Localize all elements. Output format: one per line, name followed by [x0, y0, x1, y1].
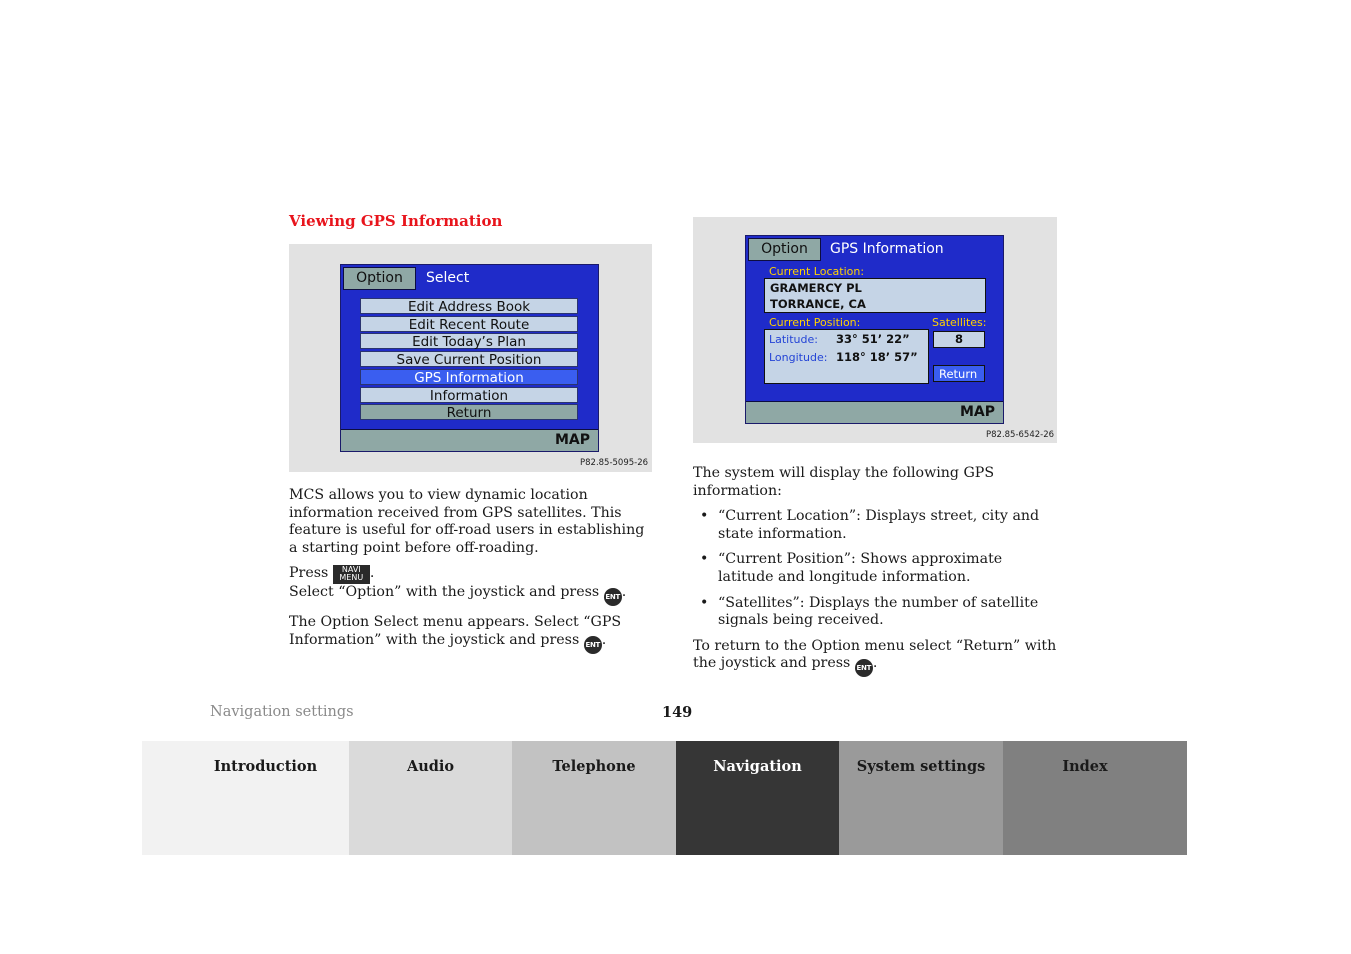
press-text: Press — [289, 565, 329, 582]
list-item: • “Current Location”: Displays street, city and state information. — [693, 508, 1059, 543]
current-location-field — [764, 278, 986, 313]
longitude-label: Longitude: — [769, 351, 828, 364]
tab-navigation[interactable]: Navigation — [676, 741, 839, 855]
menu-item-gps-information[interactable]: GPS Information — [360, 369, 578, 385]
figure-code: P82.85-6542-26 — [986, 430, 1055, 440]
gps-info-list — [693, 508, 1059, 630]
list-item: • “Satellites”: Displays the number of satellite signals being received. — [693, 595, 1059, 630]
ent-key-icon: ENT — [584, 636, 602, 654]
menu-item-edit-address-book[interactable]: Edit Address Book — [360, 298, 578, 314]
right-column-text — [693, 465, 1059, 685]
chapter-tabs — [142, 741, 1187, 855]
display-intro: The system will display the following GPS information: — [693, 465, 995, 499]
longitude-value: 118° 18’ 57” — [836, 350, 918, 364]
menu-paragraph: The Option Select menu appears. Select “GPS Information” with the joystick and press ENT . — [289, 614, 657, 654]
figure-gps-information — [693, 217, 1057, 443]
tab-system-settings[interactable]: System settings — [839, 741, 1003, 855]
satellites-label: Satellites: — [932, 316, 987, 329]
menu-item-edit-todays-plan[interactable]: Edit Today’s Plan — [360, 333, 578, 349]
latitude-label: Latitude: — [769, 333, 818, 346]
figure-code: P82.85-5095-26 — [580, 458, 649, 468]
screen-option-select — [340, 264, 599, 452]
location-street: GRAMERCY PL — [770, 281, 862, 295]
satellites-value: 8 — [955, 332, 964, 346]
option-tab[interactable]: Option — [343, 267, 416, 290]
section-title: Viewing GPS Information — [289, 212, 503, 230]
menu-item-edit-recent-route[interactable]: Edit Recent Route — [360, 316, 578, 332]
instruction-paragraph: Press NAVI MENU . Select “Option” with the joystick and press ENT . — [289, 565, 657, 606]
ent-key-icon: ENT — [604, 588, 622, 606]
screen-title: GPS Information — [830, 241, 944, 257]
menu-item-save-current-position[interactable]: Save Current Position — [360, 351, 578, 367]
option-menu — [360, 298, 580, 423]
return-button-label: Return — [939, 367, 978, 381]
intro-paragraph: MCS allows you to view dynamic location information received from GPS satellites. This feature is useful for off-road users in establishing a starting point before off-roading. — [289, 487, 645, 556]
figure-option-select — [289, 244, 652, 472]
map-bar — [341, 429, 598, 451]
return-paragraph: To return to the Option menu select “Return” with the joystick and press ENT . — [693, 638, 1059, 678]
return-text: To return to the Option menu select “Return” with the joystick and press — [693, 637, 1057, 672]
map-button[interactable]: MAP — [959, 404, 995, 420]
page-number: 149 — [662, 704, 693, 721]
tab-telephone[interactable]: Telephone — [512, 741, 676, 855]
select-option-text: Select “Option” with the joystick and press — [289, 584, 600, 601]
map-button[interactable]: MAP — [554, 432, 590, 448]
latitude-value: 33° 51’ 22” — [836, 332, 910, 346]
tab-audio[interactable]: Audio — [349, 741, 512, 855]
list-item: • “Current Position”: Shows approximate latitude and longitude information. — [693, 551, 1059, 586]
ent-key-icon: ENT — [855, 659, 873, 677]
map-bar — [746, 401, 1003, 423]
footer-section: Navigation settings — [210, 704, 354, 720]
return-button[interactable] — [933, 365, 985, 382]
screen-title: Select — [426, 270, 470, 286]
tab-index[interactable]: Index — [1003, 741, 1187, 855]
menu-item-return[interactable]: Return — [360, 404, 578, 420]
menu-item-information[interactable]: Information — [360, 387, 578, 403]
screen-gps-information — [745, 235, 1004, 424]
left-column-text — [289, 487, 657, 662]
satellites-field — [933, 331, 985, 348]
current-position-field — [764, 329, 929, 384]
location-city: TORRANCE, CA — [770, 297, 866, 311]
navi-menu-key-icon: NAVI MENU — [333, 565, 370, 584]
current-position-label: Current Position: — [769, 316, 861, 329]
tab-introduction[interactable]: Introduction — [142, 741, 349, 855]
option-tab[interactable]: Option — [748, 238, 821, 261]
menu-appears-text: The Option Select menu appears. Select “GPS Information” with the joystick and press — [289, 614, 622, 648]
current-location-label: Current Location: — [769, 265, 865, 278]
